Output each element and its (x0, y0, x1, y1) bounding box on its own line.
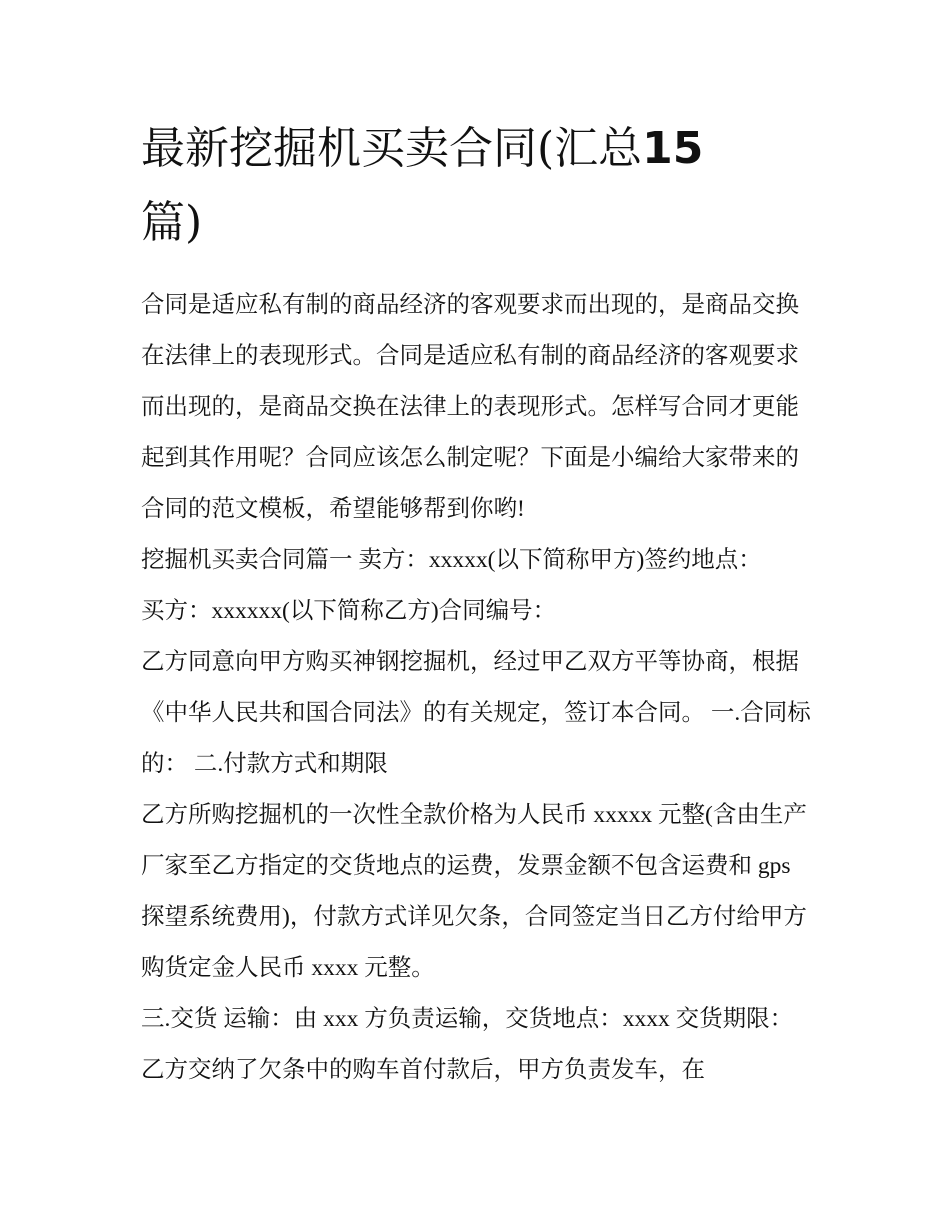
title-number: 15 (642, 123, 704, 174)
seller-line: 挖掘机买卖合同篇一 卖方：xxxxx(以下简称甲方)签约地点： (141, 547, 762, 573)
intro-paragraph: 合同是适应私有制的商品经济的客观要求而出现的，是商品交换在法律上的表现形式。合同是适应私有制的商品经济的客观要求而出现的，是商品交换在法律上的表现形式。怎样写合同才更能起到其作用呢？合同应该怎么制定呢？下面是小编给大家带来的合同的范文模板，希望能够帮到你哟! (141, 292, 799, 522)
title-end-text: 篇) (141, 197, 203, 248)
document-title (141, 112, 813, 260)
title-main-text: 最新挖掘机买卖合同(汇总 (141, 123, 643, 174)
document-body (141, 280, 813, 1096)
agreement-paragraph: 乙方同意向甲方购买神钢挖掘机，经过甲乙双方平等协商，根据《中华人民共和国合同法》的有关规定，签订本合同。 一.合同标的： 二.付款方式和期限 (141, 649, 811, 777)
delivery-paragraph: 三.交货 运输：由 xxx 方负责运输，交货地点：xxxx 交货期限：乙方交纳了欠条中的购车首付款后，甲方负责发车，在 (141, 1006, 794, 1083)
payment-paragraph: 乙方所购挖掘机的一次性全款价格为人民币 xxxxx 元整(含由生产厂家至乙方指定的交货地点的运费，发票金额不包含运费和 gps 探望系统费用)，付款方式详见欠条，合同签定当日乙方付给甲方购货定金人民币 xxxx 元整。 (141, 802, 807, 981)
buyer-line: 买方：xxxxxx(以下简称乙方)合同编号： (141, 598, 557, 624)
document-content (141, 112, 813, 1096)
